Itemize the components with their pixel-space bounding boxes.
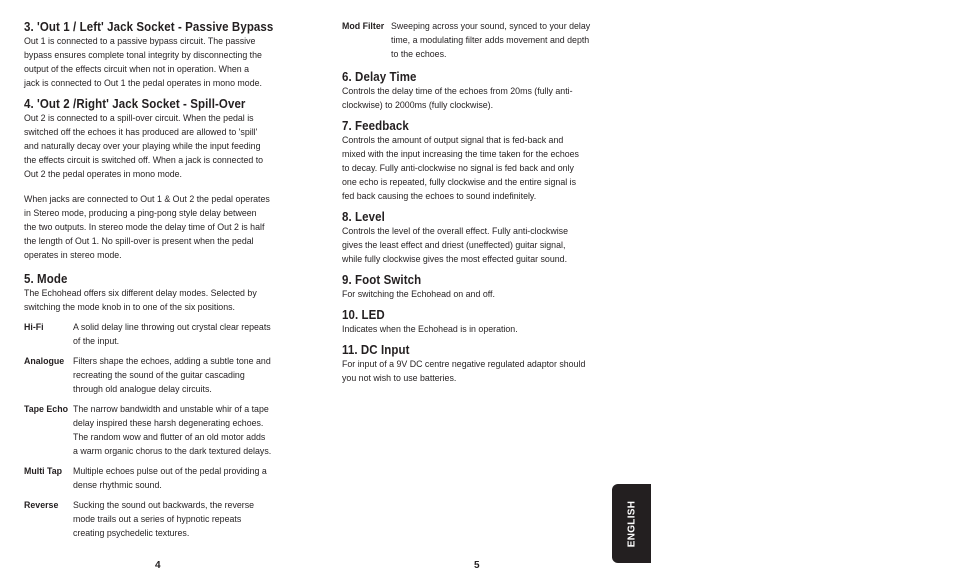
section-body: Controls the delay time of the echoes from 20ms (fully anti- clockwise) to 2000ms (fully clockwise).	[342, 86, 573, 111]
section-body: Out 1 is connected to a passive bypass circuit. The passive bypass ensures complete tonal integrity by disconnecting the output of the effects circuit when not in operation. When a jack is connected to Out 1 the pedal operates in mono mode.	[24, 36, 262, 89]
section-heading: 3. 'Out 1 / Left' Jack Socket - Passive Bypass	[24, 20, 274, 34]
section-body: Out 2 is connected to a spill-over circuit. When the pedal is switched off the echoes it has produced are allowed to 'spill' and naturally decay over your playing while the input feeding the effects circuit is switched off. When a jack is connected to Out 2 the pedal operates in mono mode.	[24, 113, 264, 180]
section-heading: 5. Mode	[24, 272, 68, 286]
section-mode	[24, 272, 296, 541]
mode-term: Reverse	[24, 500, 59, 511]
section-heading: 6. Delay Time	[342, 70, 417, 84]
left-page	[24, 20, 296, 547]
right-page	[342, 20, 614, 386]
language-tab-label: ENGLISH	[626, 500, 637, 547]
mode-description: Sucking the sound out backwards, the reverse mode trails out a series of hypnotic repeats creating psychedelic textures.	[73, 500, 255, 539]
mode-item-tape-echo	[24, 403, 296, 459]
section-heading: 7. Feedback	[342, 119, 409, 133]
section-body-stereo: When jacks are connected to Out 1 & Out 2 the pedal operates in Stereo mode, producing a ping-pong style delay between the two outputs. In stereo mode the delay time of Out 2 is half the length of Out 1. No spill-over is present when the pedal operates in stereo mode.	[24, 194, 270, 261]
section-led	[342, 308, 614, 337]
section-feedback	[342, 119, 614, 204]
mode-term: Tape Echo	[24, 404, 68, 415]
mode-term: Mod Filter	[342, 21, 385, 32]
mode-description: A solid delay line throwing out crystal clear repeats of the input.	[73, 322, 271, 347]
mode-term: Hi-Fi	[24, 322, 44, 333]
mode-item-reverse	[24, 499, 296, 541]
section-heading: 11. DC Input	[342, 343, 410, 357]
mode-item-multi-tap	[24, 465, 296, 493]
section-body: For switching the Echohead on and off.	[342, 289, 495, 300]
section-delay-time	[342, 70, 614, 113]
mode-term: Multi Tap	[24, 466, 63, 477]
page-number: 5	[474, 560, 480, 571]
section-heading: 9. Foot Switch	[342, 273, 422, 287]
section-heading: 4. 'Out 2 /Right' Jack Socket - Spill-Over	[24, 97, 246, 111]
section-body: Indicates when the Echohead is in operation.	[342, 324, 518, 335]
mode-term: Analogue	[24, 356, 65, 367]
mode-description: Multiple echoes pulse out of the pedal providing a dense rhythmic sound.	[73, 466, 267, 491]
section-body: Controls the amount of output signal that is fed-back and mixed with the input increasing the time taken for the echoes to decay. Fully anti-clockwise no signal is fed back and only one echo is repeated, fully clockwise and the entire signal is fed back causing the echoes to sound indefinitely.	[342, 135, 579, 202]
section-heading: 8. Level	[342, 210, 385, 224]
mode-list	[24, 321, 296, 541]
mode-item-mod-filter	[342, 20, 614, 62]
section-body: Controls the level of the overall effect. Fully anti-clockwise gives the least effect and driest (uneffected) guitar signal, while fully clockwise gives the most effected guitar sound.	[342, 226, 568, 265]
page-number: 4	[155, 560, 161, 571]
mode-item-analogue	[24, 355, 296, 397]
section-body: The Echohead offers six different delay modes. Selected by switching the mode knob in to one of the six positions.	[24, 288, 257, 313]
section-heading: 10. LED	[342, 308, 385, 322]
section-dc-input	[342, 343, 614, 386]
mode-description: Filters shape the echoes, adding a subtle tone and recreating the sound of the guitar cascading through old analogue delay circuits.	[73, 356, 271, 395]
section-out1-jack	[24, 20, 296, 91]
mode-item-hifi	[24, 321, 296, 349]
section-level	[342, 210, 614, 267]
section-foot-switch	[342, 273, 614, 302]
mode-description: The narrow bandwidth and unstable whir of a tape delay inspired these harsh degenerating echoes. The random wow and flutter of an old motor adds a warm organic chorus to the dark textured delays.	[73, 404, 272, 457]
section-body: For input of a 9V DC centre negative regulated adaptor should you not wish to use batteries.	[342, 359, 586, 384]
language-tab	[612, 484, 651, 563]
section-out2-jack	[24, 97, 296, 263]
mode-description: Sweeping across your sound, synced to your delay time, a modulating filter adds movement and depth to the echoes.	[391, 21, 591, 60]
